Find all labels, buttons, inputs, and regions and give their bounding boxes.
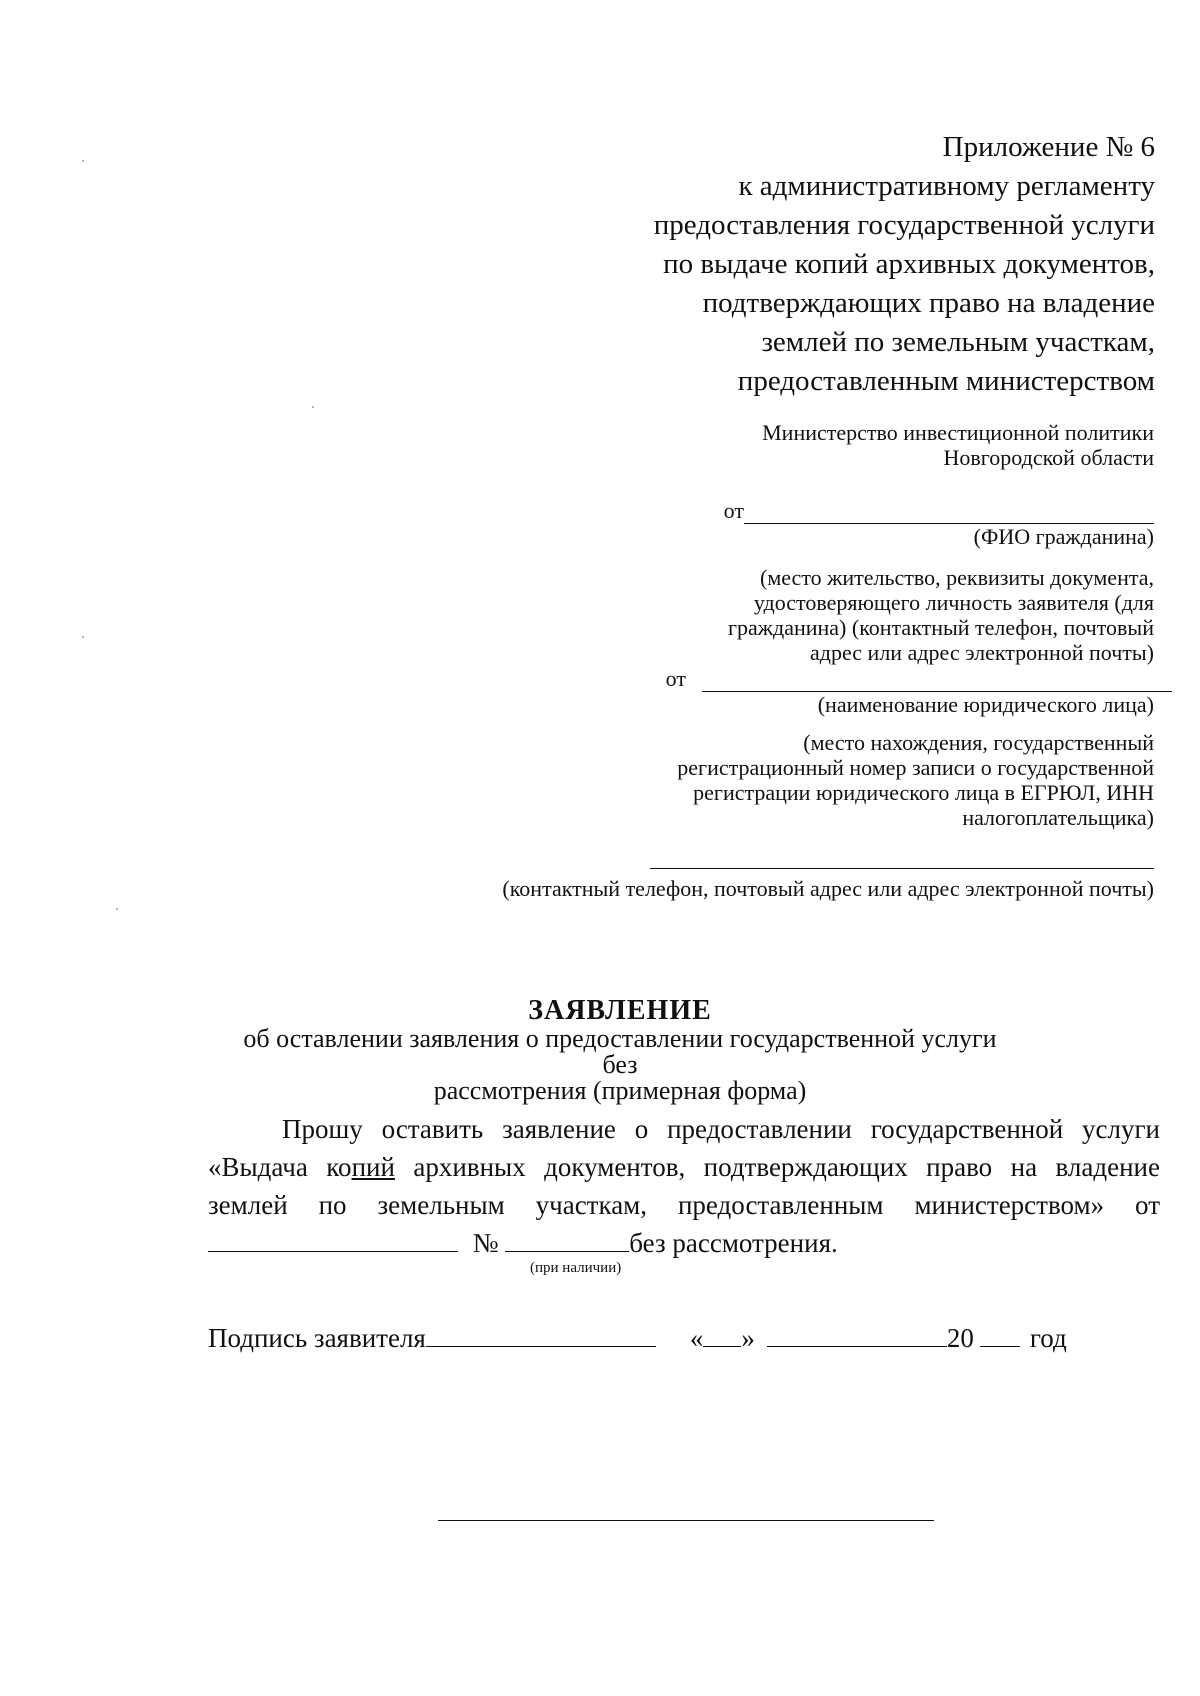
legal-entity-details [677, 730, 1154, 830]
document-title [230, 996, 1010, 1104]
close-quote: » [741, 1323, 755, 1353]
closing-separator [438, 1520, 934, 1521]
citizen-name-caption: (ФИО гражданина) [973, 524, 1154, 549]
paragraph-underlined-text: пий [351, 1152, 395, 1182]
from-label: от [723, 498, 744, 523]
title-subtitle-line: рассмотрения (примерная форма) [433, 1076, 807, 1105]
citizen-name-field[interactable] [744, 503, 1154, 524]
scan-speck [82, 636, 84, 638]
legal-entity-name-caption: (наименование юридического лица) [817, 692, 1154, 717]
legal-entity-details-line: регистрационный номер записи о государственной [677, 755, 1154, 780]
open-quote: « [689, 1323, 704, 1353]
legal-entity-name-field[interactable] [702, 671, 1172, 692]
paragraph-ending: без рассмотрения. [629, 1228, 838, 1258]
addressee-line: Новгородской области [943, 445, 1154, 470]
annex-line: Приложение № 6 [942, 131, 1155, 163]
annex-line: землей по земельным участкам, [761, 326, 1155, 358]
request-paragraph [208, 1110, 1160, 1262]
contact-field[interactable] [650, 868, 1154, 869]
legal-entity-details-line: налогоплательщика) [962, 805, 1154, 830]
annex-line: к административному регламенту [738, 170, 1155, 202]
legal-entity-from-row [666, 666, 1172, 692]
annex-line: предоставления государственной услуги [653, 209, 1155, 241]
title-subtitle-line: об оставлении заявления о предоставлении государственной услуги без [243, 1024, 997, 1079]
month-field[interactable] [767, 1324, 947, 1347]
number-note: (при наличии) [530, 1260, 622, 1276]
citizen-details [728, 565, 1154, 665]
year-suffix: год [1029, 1323, 1067, 1353]
year-prefix: 20 [946, 1323, 974, 1353]
from-label: от [665, 666, 686, 691]
scan-speck [116, 908, 118, 910]
application-number-field[interactable] [505, 1229, 629, 1252]
title-main: ЗАЯВЛЕНИЕ [528, 995, 712, 1026]
legal-entity-details-line: (место нахождения, государственный [803, 730, 1154, 755]
signature-label: Подпись заявителя [208, 1323, 426, 1353]
paragraph-text: архивных документов, подтверждающих право на владение [394, 1152, 1160, 1182]
paragraph-line: землей по земельным участкам, предоставленным министерством» от [208, 1190, 1160, 1220]
contact-caption: (контактный телефон, почтовый адрес или адрес электронной почты) [502, 876, 1154, 901]
paragraph-line [208, 1224, 1160, 1262]
annex-line: предоставленным министерством [737, 365, 1155, 397]
number-sign: № [472, 1228, 499, 1258]
paragraph-line [208, 1148, 1160, 1186]
scan-speck [82, 160, 84, 162]
citizen-details-line: (место жительство, реквизиты документа, [760, 565, 1154, 590]
signature-field[interactable] [426, 1324, 656, 1347]
application-date-field[interactable] [208, 1229, 458, 1252]
legal-entity-details-line: регистрации юридического лица в ЕГРЮЛ, ИНН [693, 780, 1154, 805]
paragraph-line: Прошу оставить заявление о предоставлении государственной услуги [282, 1114, 1160, 1144]
annex-header [555, 128, 1155, 401]
annex-line: по выдаче копий архивных документов, [663, 248, 1155, 280]
citizen-details-line: адрес или адрес электронной почты) [810, 640, 1154, 665]
addressee-block [654, 420, 1154, 470]
citizen-details-line: удостоверяющего личность заявителя (для [753, 590, 1154, 615]
addressee-line: Министерство инвестиционной политики [762, 420, 1154, 445]
annex-line: подтверждающих право на владение [702, 287, 1155, 319]
citizen-details-line: гражданина) (контактный телефон, почтовый [728, 615, 1154, 640]
citizen-from-row [724, 498, 1154, 524]
year-field[interactable] [980, 1324, 1020, 1347]
paragraph-text: «Выдача ко [208, 1152, 352, 1182]
day-field[interactable] [703, 1324, 741, 1347]
scan-speck [312, 406, 314, 408]
signature-row [208, 1321, 1067, 1355]
